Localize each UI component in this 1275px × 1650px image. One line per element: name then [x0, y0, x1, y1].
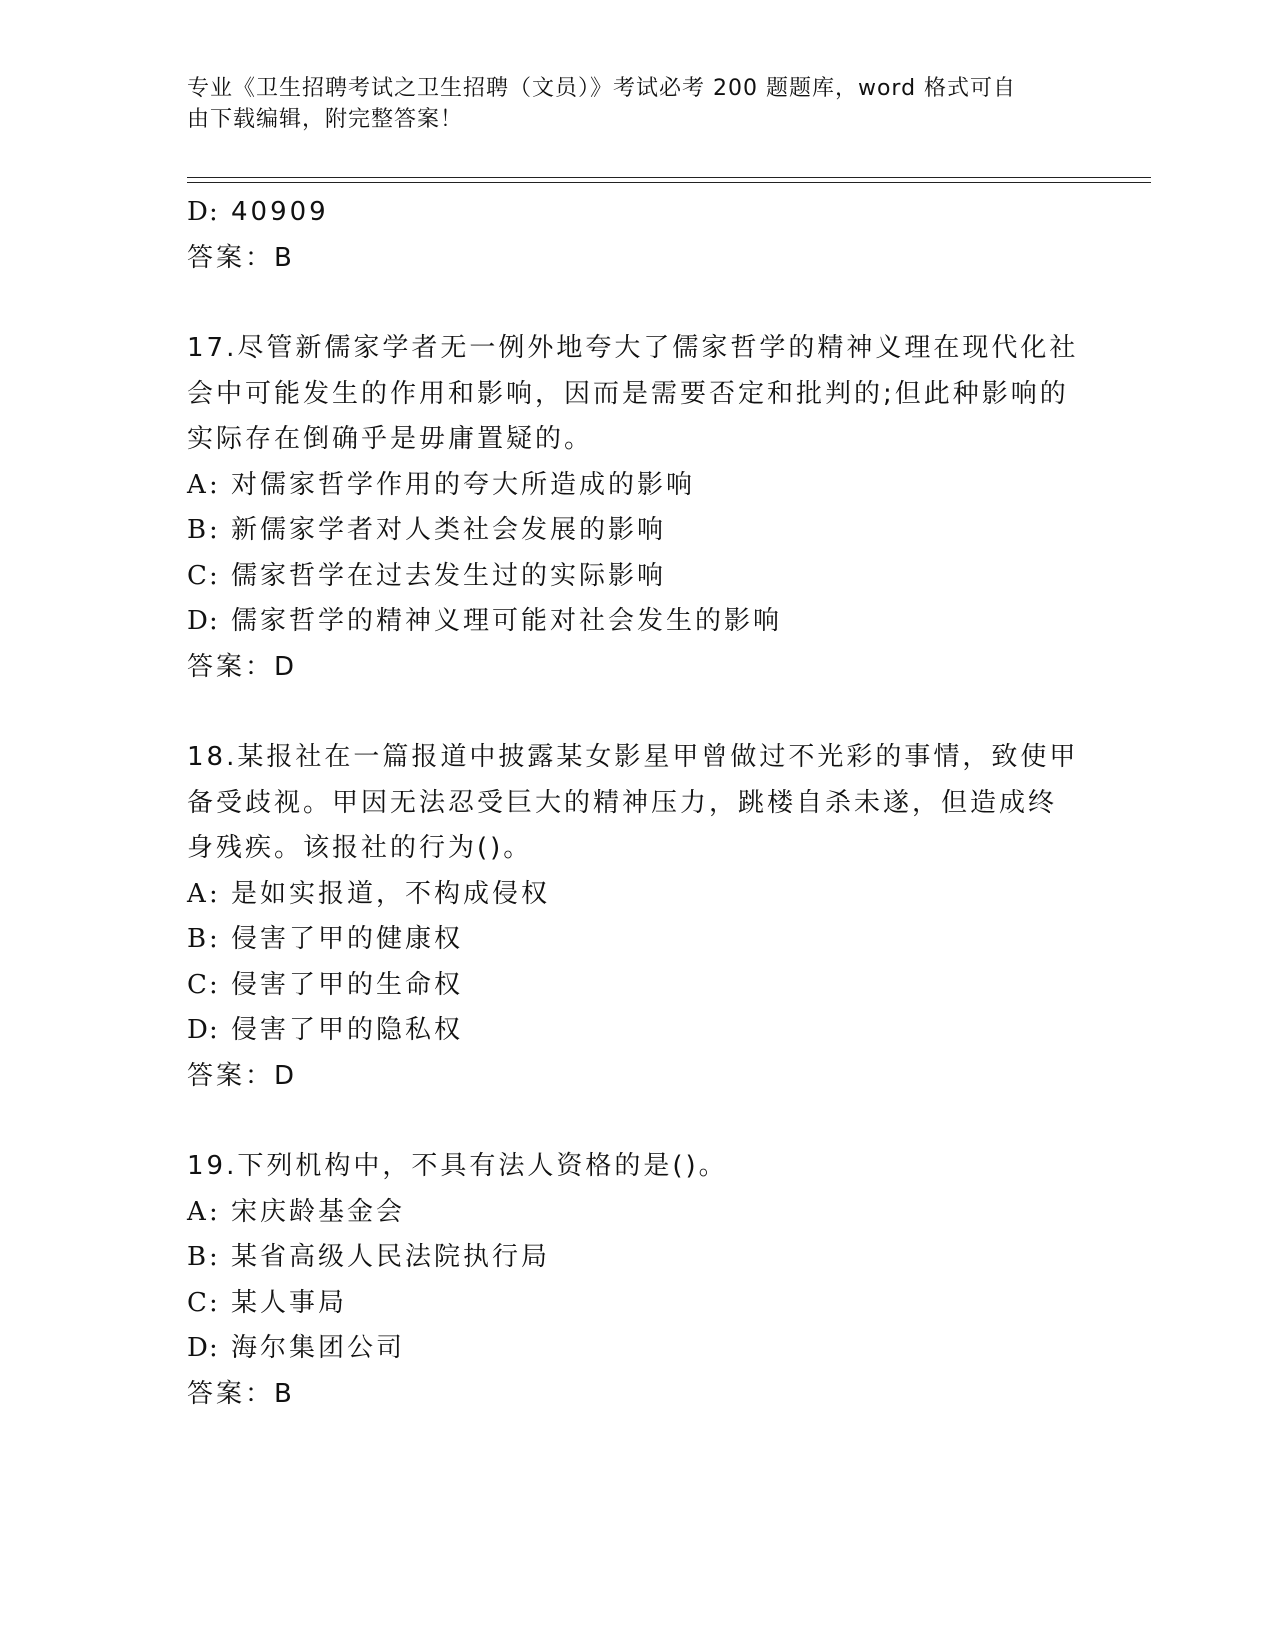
- previous-question-tail: [187, 190, 1087, 281]
- answer-label: 答案：: [187, 1060, 275, 1091]
- option-a: [187, 872, 1087, 918]
- option-letter: C: [187, 1287, 210, 1318]
- answer-value: D: [274, 1060, 298, 1091]
- option-a: [187, 1190, 1087, 1236]
- option-b: [187, 508, 1087, 554]
- option-letter: C: [187, 969, 210, 1000]
- option-b: [187, 1235, 1087, 1281]
- stem-line: 备受歧视。甲因无法忍受巨大的精神压力，跳楼自杀未遂，但造成终: [187, 787, 1058, 818]
- question-spacer: [187, 690, 1087, 735]
- option-text: 侵害了甲的健康权: [231, 924, 464, 954]
- option-b: [187, 917, 1087, 963]
- option-separator: :: [209, 1242, 221, 1272]
- option-letter: D: [187, 1015, 211, 1045]
- question-spacer: [187, 281, 1087, 326]
- option-text: 侵害了甲的隐私权: [231, 1015, 464, 1045]
- stem-line: 会中可能发生的作用和影响，因而是需要否定和批判的;但此种影响的: [187, 378, 1069, 409]
- answer-label: 答案：: [187, 1378, 275, 1409]
- stem-line: 实际存在倒确乎是毋庸置疑的。: [187, 424, 594, 454]
- option-text: 是如实报道，不构成侵权: [231, 878, 551, 909]
- option-separator: :: [209, 469, 221, 500]
- option-text: 40909: [231, 197, 329, 227]
- answer-value: B: [274, 242, 295, 273]
- option-separator: :: [209, 1196, 221, 1227]
- option-separator: :: [209, 924, 221, 954]
- answer-label: 答案：: [187, 242, 275, 273]
- option-letter: A: [187, 878, 209, 909]
- option-separator: :: [209, 560, 221, 591]
- option-d: [187, 1326, 1087, 1372]
- option-separator: :: [209, 606, 221, 636]
- answer-label: 答案：: [187, 651, 275, 682]
- header-divider-top: [187, 177, 1151, 178]
- option-separator: :: [209, 197, 221, 227]
- option-text: 儒家哲学在过去发生过的实际影响: [231, 560, 667, 591]
- document-body: [187, 190, 1087, 1417]
- option-d: [187, 599, 1087, 645]
- question-stem: [187, 735, 1087, 872]
- option-text: 某省高级人民法院执行局: [231, 1242, 551, 1272]
- option-d: [187, 1008, 1087, 1054]
- option-a: [187, 463, 1087, 509]
- option-text: 某人事局: [231, 1287, 348, 1318]
- question-19: [187, 1144, 1087, 1417]
- option-letter: C: [187, 560, 210, 591]
- question-17: [187, 326, 1087, 690]
- option-separator: :: [209, 1015, 221, 1045]
- question-spacer: [187, 1099, 1087, 1144]
- option-d: [187, 190, 1087, 236]
- answer-line: [187, 1372, 1087, 1418]
- option-letter: B: [187, 515, 210, 545]
- option-text: 侵害了甲的生命权: [231, 969, 464, 1000]
- answer-line: [187, 645, 1087, 691]
- option-letter: D: [187, 606, 211, 636]
- option-letter: A: [187, 469, 209, 500]
- option-separator: :: [209, 969, 221, 1000]
- document-header: [187, 73, 1077, 135]
- stem-line: 17.尽管新儒家学者无一例外地夸大了儒家哲学的精神义理在现代化社: [187, 333, 1079, 363]
- option-c: [187, 1281, 1087, 1327]
- header-line-1: 专业《卫生招聘考试之卫生招聘（文员）》考试必考 200 题题库，word 格式可自: [187, 76, 1017, 101]
- answer-line: [187, 1054, 1087, 1100]
- question-18: [187, 735, 1087, 1099]
- option-separator: :: [209, 1287, 221, 1318]
- option-text: 儒家哲学的精神义理可能对社会发生的影响: [231, 606, 783, 636]
- option-text: 海尔集团公司: [231, 1333, 406, 1363]
- option-letter: B: [187, 1242, 210, 1272]
- option-text: 新儒家学者对人类社会发展的影响: [231, 515, 667, 545]
- answer-value: B: [274, 1378, 295, 1409]
- option-letter: B: [187, 924, 210, 954]
- option-text: 对儒家哲学作用的夸大所造成的影响: [231, 469, 696, 500]
- option-separator: :: [209, 1333, 221, 1363]
- option-text: 宋庆龄基金会: [231, 1196, 406, 1227]
- option-separator: :: [209, 515, 221, 545]
- answer-value: D: [274, 651, 298, 682]
- header-line-2: 由下载编辑，附完整答案！: [187, 107, 464, 132]
- option-c: [187, 554, 1087, 600]
- question-stem: [187, 326, 1087, 463]
- stem-line: 18.某报社在一篇报道中披露某女影星甲曾做过不光彩的事情，致使甲: [187, 742, 1079, 772]
- header-divider-bottom: [187, 182, 1151, 183]
- option-separator: :: [209, 878, 221, 909]
- question-stem: [187, 1144, 1087, 1190]
- answer-line: [187, 236, 1087, 282]
- option-letter: D: [187, 1333, 211, 1363]
- option-letter: D: [187, 197, 211, 227]
- option-c: [187, 963, 1087, 1009]
- stem-line: 19.下列机构中，不具有法人资格的是()。: [187, 1151, 728, 1181]
- stem-line: 身残疾。该报社的行为()。: [187, 833, 533, 863]
- option-letter: A: [187, 1196, 209, 1227]
